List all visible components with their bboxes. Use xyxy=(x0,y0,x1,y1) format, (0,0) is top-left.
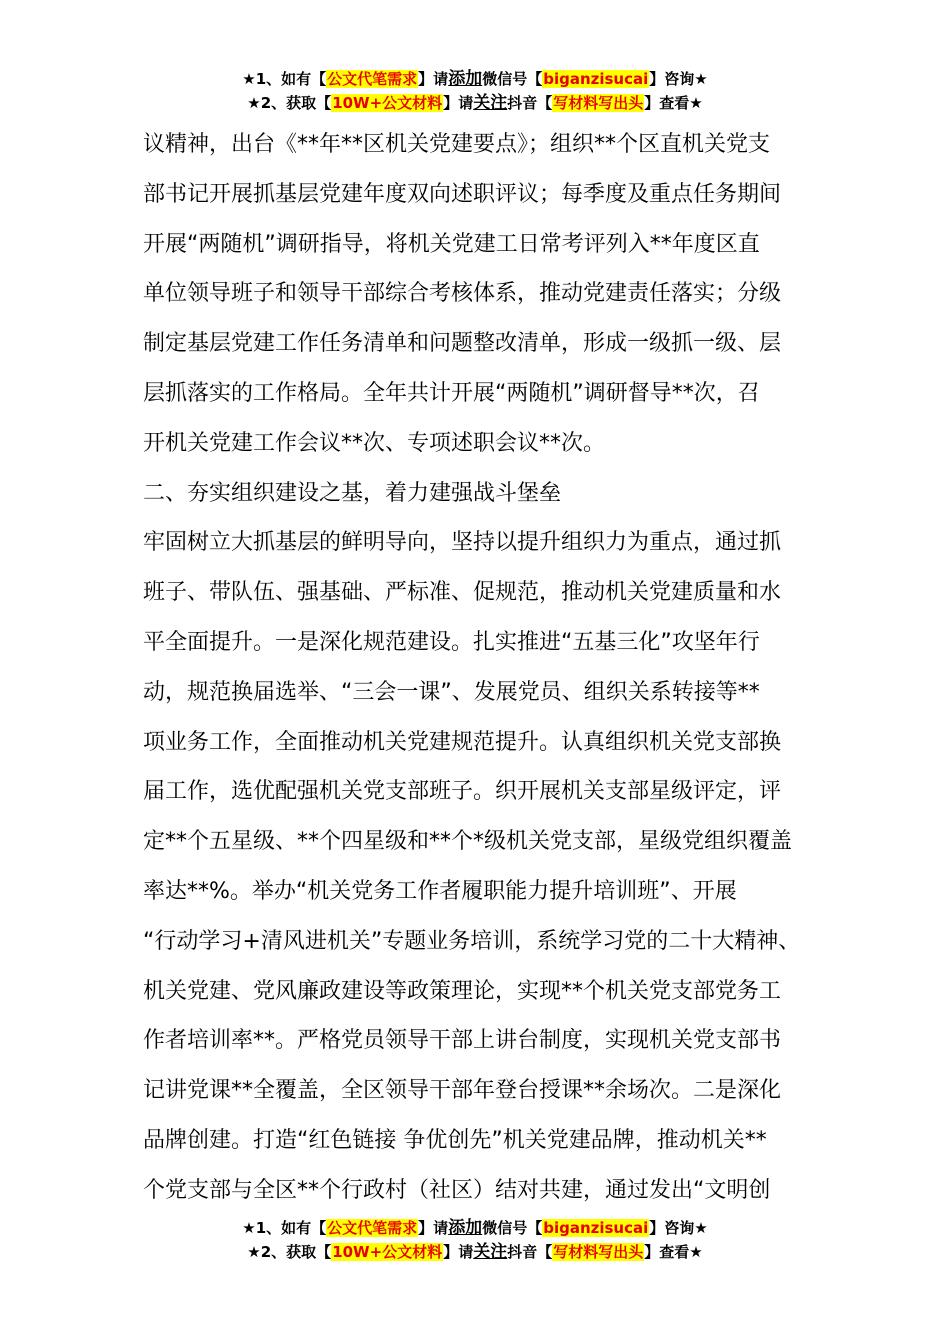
body-line: 率达**%。举办“机关党务工作者履职能力提升培训班”、开展 xyxy=(143,878,737,904)
banner-text: 微信号【 xyxy=(482,1219,543,1237)
highlight-service: 公文代笔需求 xyxy=(327,70,418,88)
body-line: 平全面提升。一是深化规范建设。扎实推进“五基三化”攻坚年行 xyxy=(143,629,760,655)
body-line: 定**个五星级、**个四星级和**个*级机关党支部，星级党组织覆盖 xyxy=(143,829,793,855)
highlight-wechat-id: biganzisucai xyxy=(543,1219,649,1237)
section-heading: 二、夯实组织建设之基，着力建强战斗堡垒 xyxy=(143,480,562,506)
body-line: 部书记开展抓基层党建年度双向述职评议；每季度及重点任务期间 xyxy=(143,181,782,207)
highlight-wechat-id: biganzisucai xyxy=(543,70,649,88)
body-line: 届工作，选优配强机关党支部班子。织开展机关支部星级评定，评 xyxy=(143,779,782,805)
body-line: 记讲党课**全覆盖，全区领导干部年登台授课**余场次。二是深化 xyxy=(143,1078,782,1104)
top-banner xyxy=(0,67,950,115)
body-line: 品牌创建。打造“红色链接 争优创先”机关党建品牌，推动机关** xyxy=(143,1127,767,1153)
banner-text: ★2、获取【 xyxy=(247,1243,332,1261)
body-line: 牢固树立大抓基层的鲜明导向，坚持以提升组织力为重点，通过抓 xyxy=(143,530,782,556)
banner-line-1 xyxy=(0,67,950,91)
body-line: 议精神，出台《**年**区机关党建要点》；组织**个区直机关党支 xyxy=(143,132,771,157)
banner-text: ★1、如有【 xyxy=(242,1219,327,1237)
bottom-banner xyxy=(0,1216,950,1264)
body-line: 动，规范换届选举、“三会一课”、发展党员、组织关系转接等** xyxy=(143,679,760,705)
emphasis-add: 添加 xyxy=(448,69,483,89)
banner-text: 】请 xyxy=(443,94,474,112)
banner-text: 微信号【 xyxy=(482,70,543,88)
banner-line-2 xyxy=(0,91,950,115)
banner-text: 】查看★ xyxy=(644,1243,703,1261)
banner-text: 】请 xyxy=(418,1219,449,1237)
banner-text: ★1、如有【 xyxy=(242,70,327,88)
body-line: 开展“两随机”调研指导，将机关党建工日常考评列入**年度区直 xyxy=(143,231,760,257)
body-line: 开机关党建工作会议**次、专项述职会议**次。 xyxy=(143,430,606,456)
banner-text: 】咨询★ xyxy=(649,1219,708,1237)
body-line: 个党支部与全区**个行政村（社区）结对共建，通过发出“文明创 xyxy=(143,1177,771,1203)
banner-text: ★2、获取【 xyxy=(247,94,332,112)
banner-text: 】请 xyxy=(443,1243,474,1261)
banner-text: 抖音【 xyxy=(507,1243,553,1261)
body-line: 项业务工作，全面推动机关党建规范提升。认真组织机关党支部换 xyxy=(143,729,782,755)
banner-text: 抖音【 xyxy=(507,94,553,112)
body-line: 机关党建、党风廉政建设等政策理论，实现**个机关党支部党务工 xyxy=(143,978,782,1004)
document-body xyxy=(143,120,823,1216)
emphasis-follow: 关注 xyxy=(473,93,508,113)
body-line: 班子、带队伍、强基础、严标准、促规范，推动机关党建质量和水 xyxy=(143,580,782,606)
highlight-douyin: 写材料写出头 xyxy=(553,94,644,112)
banner-text: 】查看★ xyxy=(644,94,703,112)
emphasis-add: 添加 xyxy=(448,1218,483,1238)
banner-line-2 xyxy=(0,1240,950,1264)
banner-text: 】请 xyxy=(418,70,449,88)
body-line: 作者培训率**。严格党员领导干部上讲台制度，实现机关党支部书 xyxy=(143,1028,782,1054)
banner-text: 】咨询★ xyxy=(649,70,708,88)
body-line: 层抓落实的工作格局。全年共计开展“两随机”调研督导**次，召 xyxy=(143,380,760,406)
body-line: “行动学习+清风进机关”专题业务培训，系统学习党的二十大精神、 xyxy=(143,928,801,954)
body-line: 单位领导班子和领导干部综合考核体系，推动党建责任落实；分级 xyxy=(143,281,782,307)
body-line: 制定基层党建工作任务清单和问题整改清单，形成一级抓一级、层 xyxy=(143,331,782,357)
highlight-materials: 10W+公文材料 xyxy=(332,1243,443,1261)
emphasis-follow: 关注 xyxy=(473,1242,508,1262)
highlight-service: 公文代笔需求 xyxy=(327,1219,418,1237)
banner-line-1 xyxy=(0,1216,950,1240)
highlight-douyin: 写材料写出头 xyxy=(553,1243,644,1261)
highlight-materials: 10W+公文材料 xyxy=(332,94,443,112)
